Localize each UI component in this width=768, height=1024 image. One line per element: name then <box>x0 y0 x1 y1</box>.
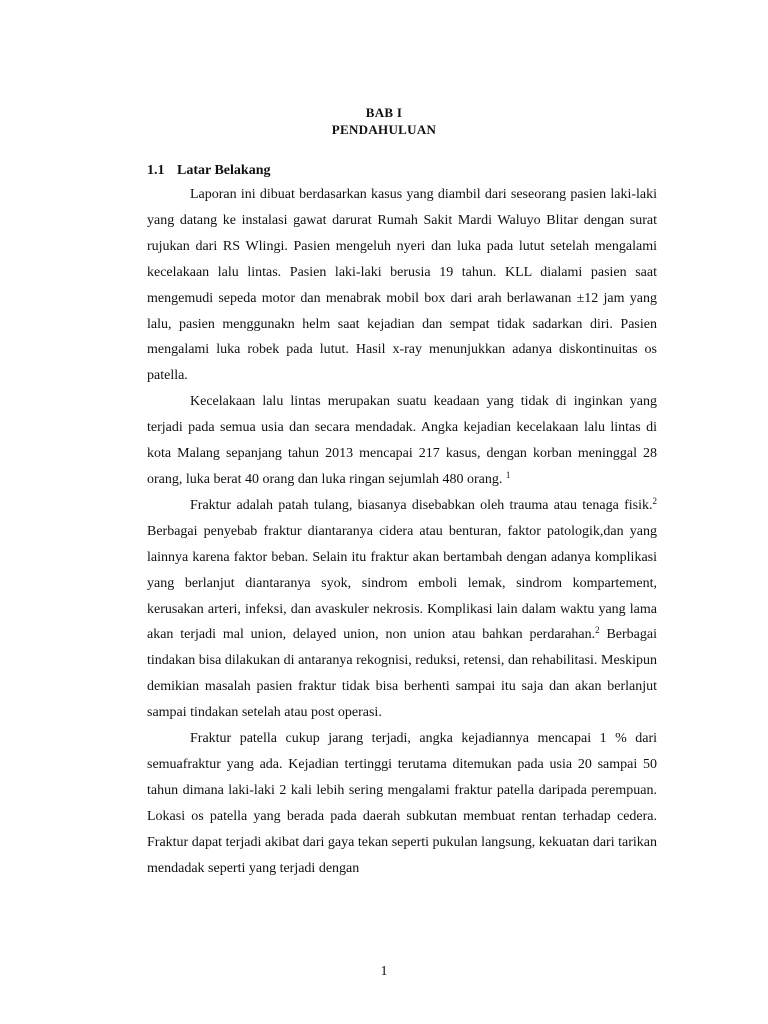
paragraph-text: Berbagai penyebab fraktur diantaranya cidera atau benturan, faktor patologik,dan yang lainnya karena faktor beban. Selain itu fraktur akan bertambah dengan adanya komplikasi yang berlanjut diantaranya syok, sindrom emboli lemak, sindrom kompartement, kerusakan arteri, infeksi, dan avaskuler nekrosis. Komplikasi lain dalam waktu yang lama akan terjadi mal union, delayed union, non union atau bahkan perdarahan. <box>147 523 657 643</box>
chapter-title: PENDAHULUAN <box>331 122 437 137</box>
paragraph <box>147 726 657 881</box>
paragraph <box>147 389 657 493</box>
footnote-reference: 1 <box>505 469 511 480</box>
paragraph-text: Laporan ini dibuat berdasarkan kasus yang diambil dari seseorang pasien laki-laki yang datang ke instalasi gawat darurat Rumah Sakit Mardi Waluyo Blitar dengan surat rujukan dari RS Wlingi. Pasien mengeluh nyeri dan luka pada lutut setelah mengalami kecelakaan lalu lintas. Pasien laki-laki berusia 19 tahun. KLL dialami pasien saat mengemudi sepeda motor dan menabrak mobil box dari arah berlawanan ±12 jam yang lalu, pasien menggunakn helm saat kejadian dan sempat tidak sadarkan diri. Pasien mengalami luka robek pada lutut. Hasil x-ray menunjukkan adanya diskontinuitas os patella. <box>147 187 657 384</box>
chapter-label: BAB I <box>365 105 403 120</box>
footnote-reference: 2 <box>595 625 600 636</box>
body-text <box>147 182 657 881</box>
paragraph <box>147 493 657 726</box>
section-title: Latar Belakang <box>177 163 271 178</box>
paragraph-text: Berbagai tindakan bisa dilakukan di antaranya rekognisi, reduksi, retensi, dan rehabilitasi. Meskipun demikian masalah pasien fraktur tidak bisa berhenti sampai itu saja dan akan berlanjut sampai tindakan setelah atau post operasi. <box>147 627 658 721</box>
paragraph-text: Kecelakaan lalu lintas merupakan suatu keadaan yang tidak di inginkan yang terjadi pada semua usia dan secara mendadak. Angka kejadian kecelakaan lalu lintas di kota Malang sepanjang tahun 2013 mencapai 217 kasus, dengan korban meninggal 28 orang, luka berat 40 orang dan luka ringan sejumlah 480 orang. <box>147 394 657 487</box>
paragraph <box>147 182 657 389</box>
section-number: 1.1 <box>147 163 165 178</box>
section-heading <box>147 161 270 181</box>
paragraph-text: Fraktur adalah patah tulang, biasanya disebabkan oleh trauma atau tenaga fisik. <box>190 497 653 513</box>
footnote-reference: 2 <box>652 495 657 506</box>
chapter-heading <box>0 104 768 138</box>
page-number: 1 <box>380 964 388 979</box>
paragraph-text: Fraktur patella cukup jarang terjadi, angka kejadiannya mencapai 1 % dari semuafraktur yang ada. Kejadian tertinggi terutama ditemukan pada usia 20 sampai 50 tahun dimana laki-laki 2 kali lebih sering mengalami fraktur patella daripada perempuan. Lokasi os patella yang berada pada daerah subkutan membuat rentan terhadap cedera. Fraktur dapat terjadi akibat dari gaya tekan seperti pukulan langsung, kekuatan dari tarikan mendadak seperti yang terjadi dengan <box>147 731 657 876</box>
